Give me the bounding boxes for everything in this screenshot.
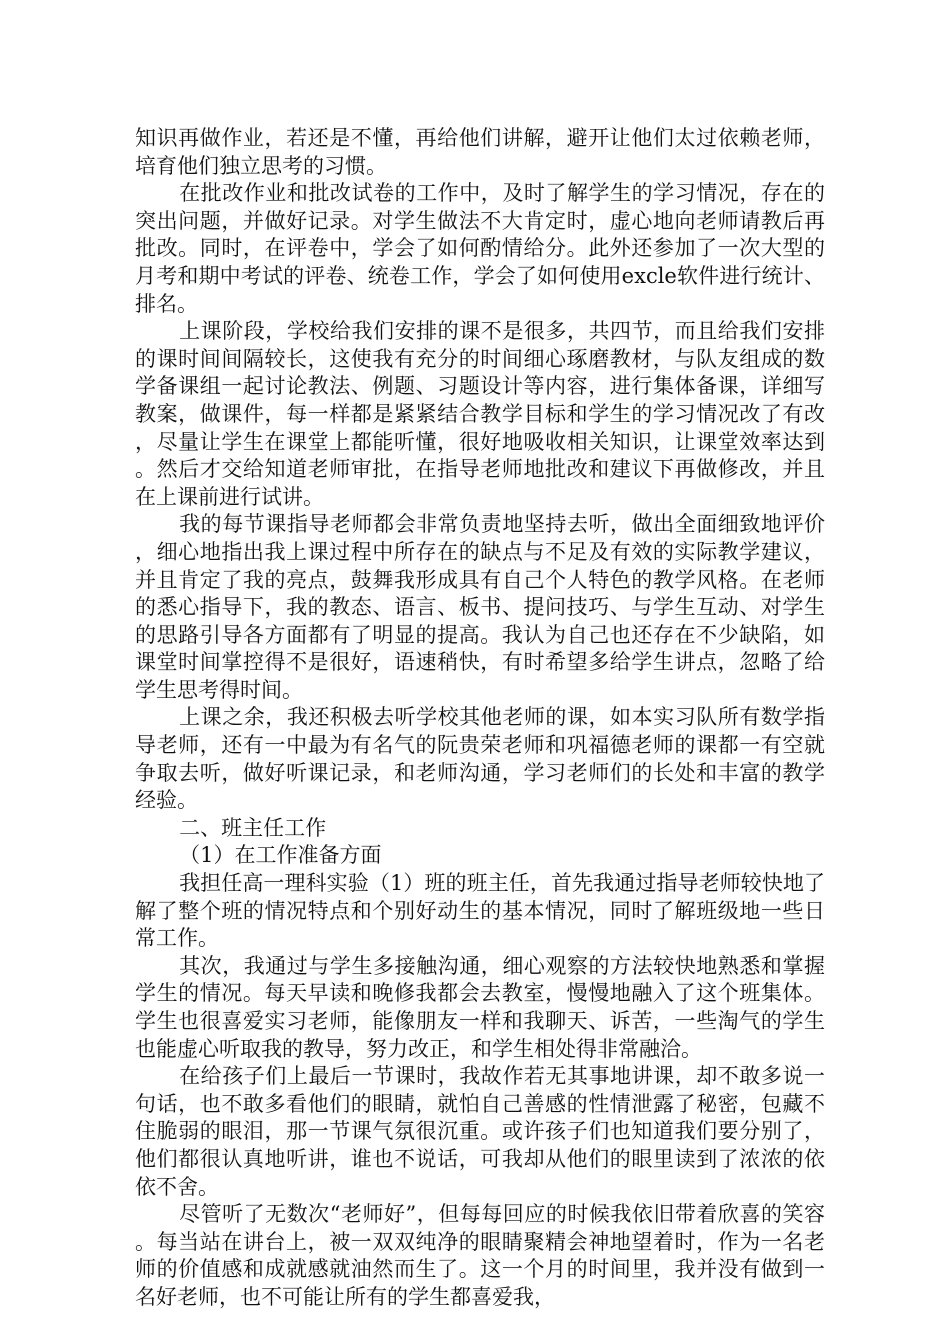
paragraph-4: 我的每节课指导老师都会非常负责地坚持去听，做出全面细致地评价，细心地指出我上课过程中所存在的缺点与不足及有效的实际教学建议，并且肯定了我的亮点，鼓舞我形成具有自己个人特色的教学风格。在老师的悉心指导下，我的教态、语言、板书、提问技巧、与学生互动、对学生的思路引导各方面都有了明显的提高。我认为自己也还存在不少缺陷，如课堂时间掌控得不是很好，语速稍快，有时希望多给学生讲点，忽略了给学生思考得时间。 (135, 512, 825, 702)
section-heading: 二、班主任工作 (179, 815, 327, 840)
paragraph-2: 在批改作业和批改试卷的工作中，及时了解学生的学习情况，存在的突出问题，并做好记录。对学生做法不大肯定时，虚心地向老师请教后再批改。同时，在评卷中，学会了如何酌情给分。此外还参加了一次大型的月考和期中考试的评卷、统卷工作，学会了如何使用excle软件进行统计、排名。 (135, 181, 825, 316)
paragraph-9: 其次，我通过与学生多接触沟通，细心观察的方法较快地熟悉和掌握学生的情况。每天早读和晚修我都会去教室，慢慢地融入了这个班集体。学生也很喜爱实习老师，能像朋友一样和我聊天、诉苦，一些淘气的学生也能虚心听取我的教导，努力改正，和学生相处得非常融洽。 (135, 953, 825, 1061)
paragraph-11: 尽管听了无数次“老师好”，但每每回应的时候我依旧带着欣喜的笑容。每当站在讲台上，被一双双纯净的眼睛聚精会神地望着时，作为一名老师的价值感和成就感就油然而生了。这一个月的时间里，我并没有做到一名好老师，也不可能让所有的学生都喜爱我， (135, 1202, 825, 1309)
paragraph-8: 我担任高一理科实验（1）班的班主任，首先我通过指导老师较快地了解了整个班的情况特点和个别好动生的基本情况，同时了解班级地一些日常工作。 (135, 871, 825, 951)
paragraph-1: 知识再做作业，若还是不懂，再给他们讲解，避开让他们太过依赖老师，培育他们独立思考的习惯。 (135, 126, 825, 178)
subsection-heading: （1）在工作准备方面 (179, 843, 382, 868)
paragraph-10: 在给孩子们上最后一节课时，我故作若无其事地讲课，却不敢多说一句话，也不敢多看他们的眼睛，就怕自己善感的性情泄露了秘密，包藏不住脆弱的眼泪，那一节课气氛很沉重。或许孩子们也知道我们要分别了，他们都很认真地听讲，谁也不说话，可我却从他们的眼里读到了浓浓的依依不舍。 (135, 1064, 825, 1199)
document-body (135, 125, 825, 1312)
paragraph-5: 上课之余，我还积极去听学校其他老师的课，如本实习队所有数学指导老师，还有一中最为有名气的阮贵荣老师和巩福德老师的课都一有空就争取去听，做好听课记录，和老师沟通，学习老师们的长处和丰富的教学经验。 (135, 705, 825, 813)
paragraph-3: 上课阶段，学校给我们安排的课不是很多，共四节，而且给我们安排的课时间间隔较长，这使我有充分的时间细心琢磨教材，与队友组成的数学备课组一起讨论教法、例题、习题设计等内容，进行集体备课，详细写教案，做课件，每一样都是紧紧结合教学目标和学生的学习情况改了有改，尽量让学生在课堂上都能听懂，很好地吸收相关知识，让课堂效率达到。然后才交给知道老师审批，在指导老师地批改和建议下再做修改，并且在上课前进行试讲。 (135, 319, 825, 509)
